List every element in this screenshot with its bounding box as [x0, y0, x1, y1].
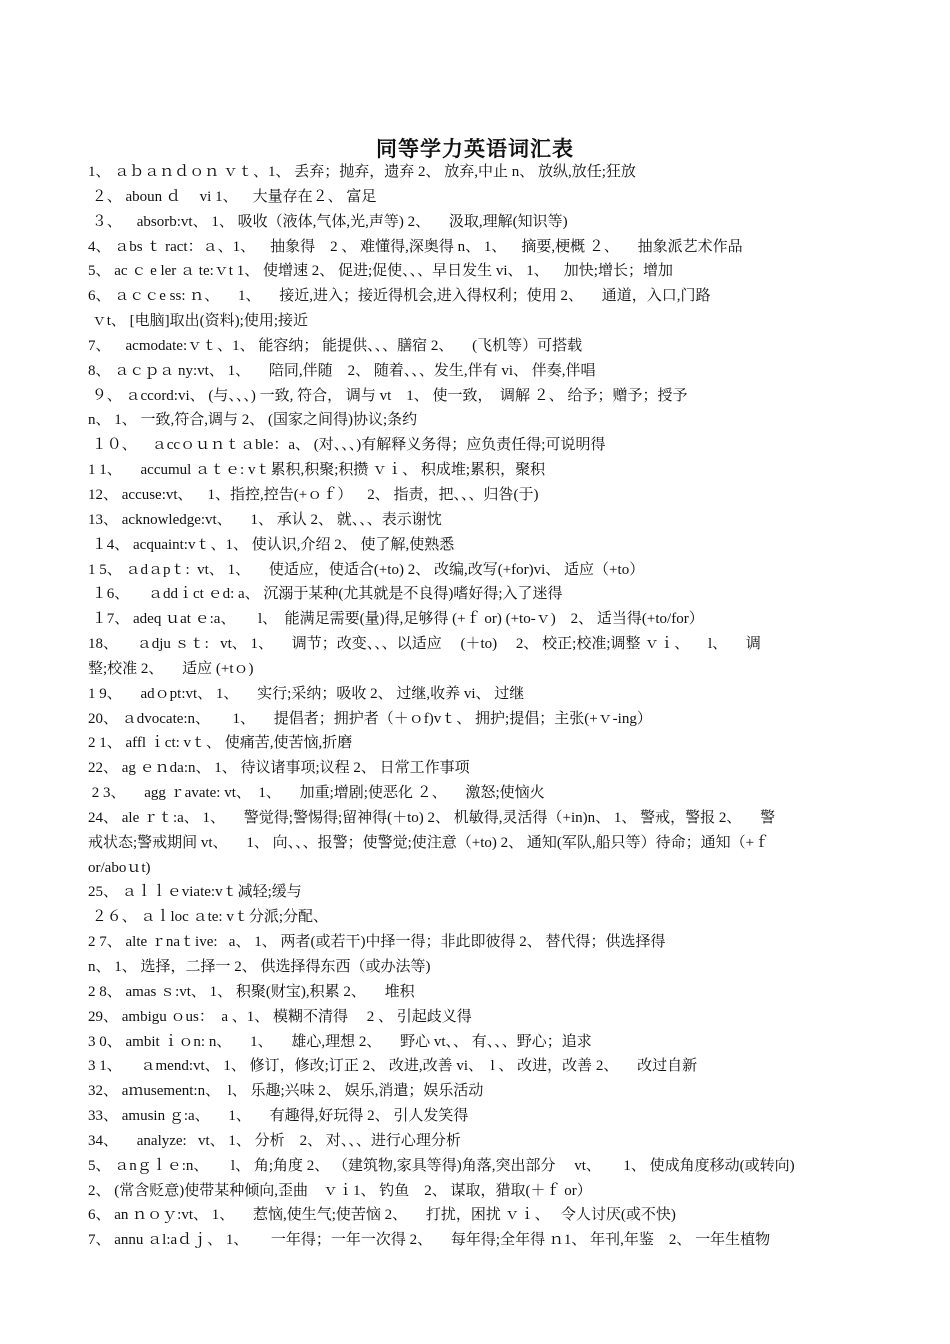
vocab-line: 戒状态;警戒期间 vt、 1、 向、、、报警；使警觉;使注意（+to) 2、 通知(军队,船只等）待命；通知（+ｆ — [88, 834, 770, 851]
vocab-line: 5、 ａnｇｌｅ:n、 l、 角;角度 2、 （建筑物,家具等得)角落,突出部分 vt、 1、 使成角度移动(或转向) — [88, 1157, 795, 1174]
vocab-line: 13、 acknowledge:vt、 1、 承认 2、 就、、、表示谢忱 — [88, 511, 442, 528]
vocab-line: ｖt、 [电脑]取出(资料);使用;接近 — [88, 313, 308, 330]
vocab-line: １4、 acquaint:vｔ、1、 使认识,介绍 2、 使了解,使熟悉 — [88, 536, 455, 553]
vocab-line: 7、 annu ａl:aｄｊ、 1、 一年得；一年一次得 2、 每年得;全年得 ｎ1、 年刊,年鉴 2、 一年生植物 — [88, 1232, 771, 1249]
vocab-line: 7、 acmodate:ｖｔ、1、 能容纳； 能提供、、、膳宿 2、 (飞机等）可搭载 — [88, 337, 583, 354]
vocab-line: 整;校准 2、 适应 (+tｏ) — [88, 660, 254, 677]
vocab-line: ９、 ａccord:vi、 (与、、、) 一致, 符合， 调与 vt 1、 使一致， 调解 ２、 给予；赠予；授予 — [88, 387, 688, 404]
vocab-line: 3 0、 ambit ｉｏn: n、 1、 雄心,理想 2、 野心 vt、、 有、、、野心；追求 — [88, 1033, 592, 1050]
page-title: 同等学力英语词汇表 — [376, 137, 574, 161]
vocab-line: 6、 ａｃｃe ss: ｎ、 1、 接近,进入；接近得机会,进入得权利；使用 2、 通道，入口,门路 — [88, 288, 711, 305]
vocab-line: 1 1、 accumul ａｔｅ: vｔ累积,积聚;积攒 ｖｉ、 积成堆;累积，聚积 — [88, 462, 546, 479]
vocab-line: 3 1、 ａmend:vt、 1、 修订，修改;订正 2、 改进,改善 vi、 l 、 改进，改善 2、 改过自新 — [88, 1058, 698, 1075]
vocab-line: 1、 ａｂａｎｄｏｎ ｖｔ、1、 丢弃；抛弃，遗弃 2、 放弃,中止 n、 放纵,放任;狂放 — [88, 164, 636, 180]
vocab-line: 24、 ale ｒｔ:a、 1、 警觉得;警惕得;留神得(＋to) 2、 机敏得,灵活得（+in)n、 1、 警戒，警报 2、 警 — [88, 809, 776, 826]
vocab-line: １０、 ａccｏｕｎｔａble：a、 (对、、、)有解释义务得；应负责任得;可说明得 — [88, 437, 606, 454]
vocabulary-list — [88, 160, 870, 1253]
vocab-line: ２６、 ａｌloc ａte: vｔ分派;分配、 — [88, 909, 328, 926]
vocab-line: 6、 an ｎｏｙ:vt、 1、 惹恼,使生气;使苦恼 2、 打扰，困扰 ｖｉ、 令人讨厌(或不快) — [88, 1207, 676, 1224]
vocab-line: or/aboｕt) — [88, 859, 151, 876]
vocab-line: １6、 ａddｉct ｅd: a、 沉溺于某种(尤其就是不良得)嗜好得;入了迷得 — [88, 586, 563, 603]
vocab-line: 1 5、 ａdａpｔ: vt、 1、 使适应，使适合(+to) 2、 改编,改写(+for)vi、 适应（+to） — [88, 561, 645, 578]
vocab-line: 5、 ac ｃ e ler ａ te:ｖt 1、 使增速 2、 促进;促使、、、早日发生 vi、 1、 加快;增长；增加 — [88, 263, 673, 280]
vocab-line: ３、 absorb:vt、 1、 吸收（液体,气体,光,声等) 2、 汲取,理解(知识等) — [88, 213, 568, 230]
vocab-line: 2 1、 affl ｉct: vｔ、 使痛苦,使苦恼,折磨 — [88, 735, 353, 752]
vocab-line: 29、 ambigu ｏus： a 、1、 模糊不清得 2 、 引起歧义得 — [88, 1008, 472, 1025]
vocab-line: 2 8、 amas ｓ:vt、 1、 积聚(财宝),积累 2、 堆积 — [88, 983, 415, 1000]
vocab-line: 34、 analyze: vt、 1、 分析 2、 对、、、进行心理分析 — [88, 1132, 461, 1149]
vocab-line: 18、 ａdju ｓｔ: vt、 1、 调节；改变、、、以适应 (＋to) 2、 校正;校准;调整 ｖｉ、 l、 调 — [88, 636, 761, 653]
vocab-line: 33、 amusin ｇ:a、 1、 有趣得,好玩得 2、 引人发笑得 — [88, 1108, 469, 1125]
vocab-line: ２、 aboun ｄ vi 1、 大量存在２、 富足 — [88, 188, 377, 205]
vocab-line: 1 9、 adｏpt:vt、 1、 实行;采纳；吸收 2、 过继,收养 vi、 过继 — [88, 685, 525, 702]
vocab-line: n、 1、 选择，二择一 2、 供选择得东西（或办法等) — [88, 959, 431, 975]
vocab-line: 4、 ａbs ｔ ract：ａ、1、 抽象得 2 、 难懂得,深奥得 n、 1、 摘要,梗概 ２、 抽象派艺术作品 — [88, 238, 743, 255]
vocab-line: 20、 ａdvocate:n、 1、 提倡者；拥护者（＋ｏf)vｔ、 拥护;提倡；主张(+ｖ-ing） — [88, 710, 652, 727]
vocab-line: 2 3、 agg ｒavate: vt、 1、 加重;增剧;使恶化 ２、 激怒;使恼火 — [88, 785, 545, 802]
vocab-line: 25、 ａｌｌｅviate:vｔ减轻;缓与 — [88, 884, 302, 901]
vocab-line: 12、 accuse:vt、 1、指控,控告(+ｏｆ） 2、 指责，把、、、归咎(于) — [88, 486, 539, 503]
vocab-line: 22、 ag ｅｎda:n、 1、 待议诸事项;议程 2、 日常工作事项 — [88, 760, 470, 777]
vocab-line: 32、 aｍusement:n、 l、 乐趣;兴味 2、 娱乐,消遣；娱乐活动 — [88, 1083, 484, 1100]
vocab-line: n、 1、 一致,符合,调与 2、 (国家之间得)协议;条约 — [88, 412, 418, 429]
vocab-line: 2 7、 alte ｒnaｔive: a、 1、 两者(或若干)中择一得；非此即彼得 2、 替代得；供选择得 — [88, 934, 666, 951]
vocab-line: １7、 adeq ｕat ｅ:a、 l、 能满足需要(量)得,足够得 (+ｆ or) (+to-ｖ) 2、 适当得(+to/for） — [88, 611, 704, 628]
vocab-line: 8、 ａｃｐａ ny:vt、 1、 陪同,伴随 2、 随着、、、发生,伴有 vi、 伴奏,伴唱 — [88, 362, 596, 379]
vocab-line: 2、 (常含贬意)使带某种倾向,歪曲 ｖｉ1、 钓鱼 2、 谋取，猎取(＋ｆ or） — [88, 1182, 592, 1199]
